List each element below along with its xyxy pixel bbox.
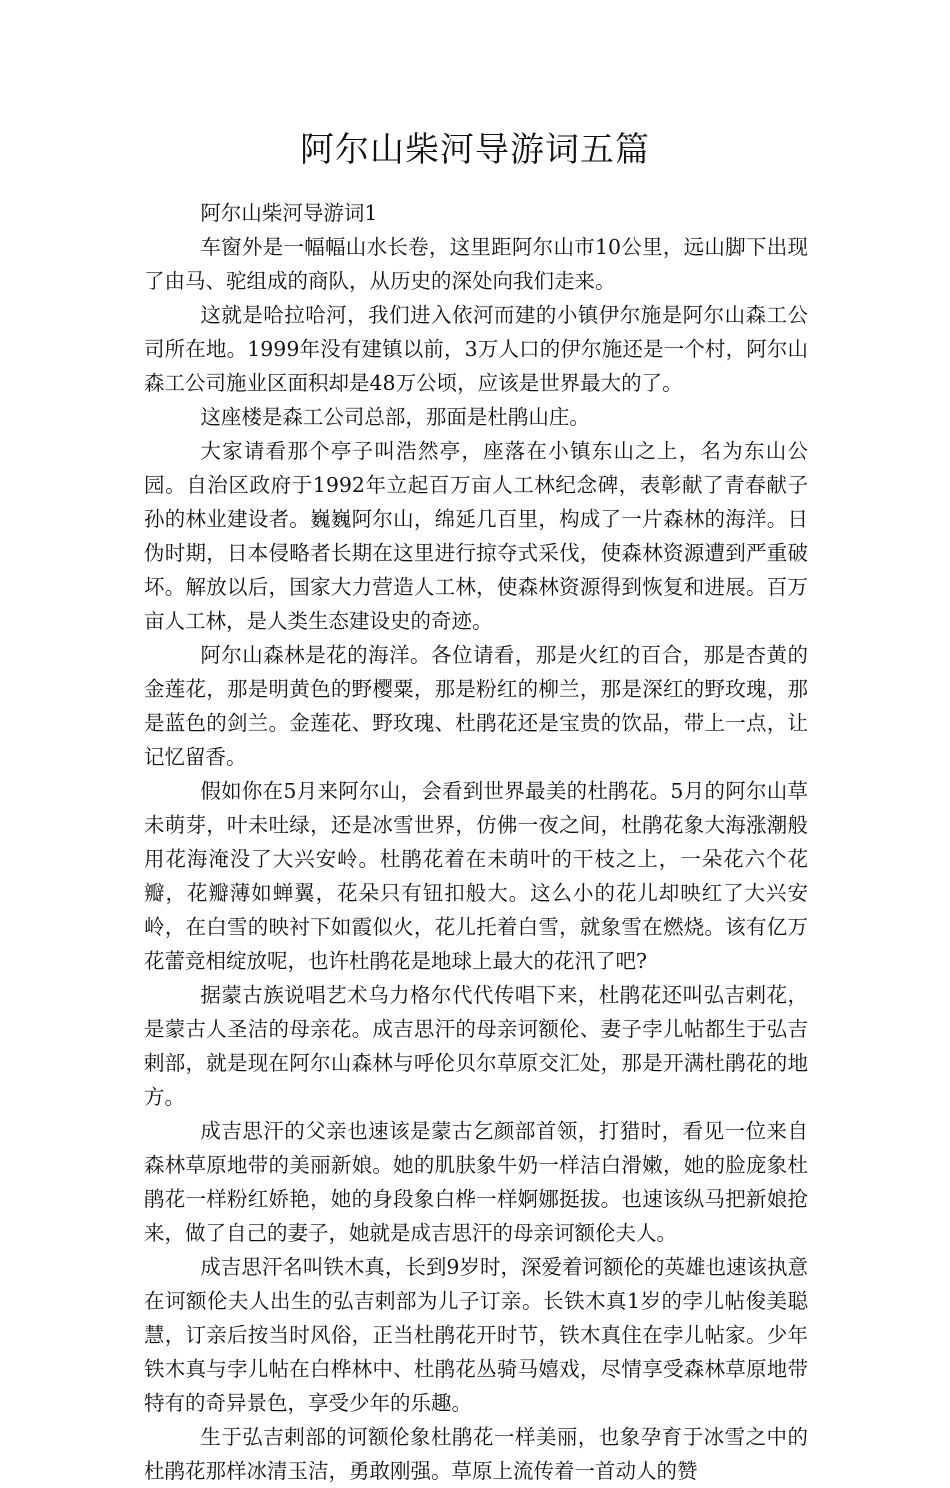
paragraph-8: 成吉思汗的父亲也速该是蒙古乞颜部首领，打猎时，看见一位来自森林草原地带的美丽新娘。她的肌肤象牛奶一样洁白滑嫩，她的脸庞象杜鹃花一样粉红娇艳，她的身段象白桦一样婀娜挺拔。也速该纵马把新娘抢来，做了自己的妻子，她就是成吉思汗的母亲诃额伦夫人。 [144,1119,808,1245]
paragraph-4: 大家请看那个亭子叫浩然亭，座落在小镇东山之上，名为东山公园。自治区政府于1992年立起百万亩人工林纪念碑，表彰献了青春献子孙的林业建设者。巍巍阿尔山，绵延几百里，构成了一片森林的海洋。日伪时期，日本侵略者长期在这里进行掠夺式采伐，使森林资源遭到严重破坏。解放以后，国家大力营造人工林，使森林资源得到恢复和进展。百万亩人工林，是人类生态建设史的奇迹。 [144,439,808,633]
paragraph-5: 阿尔山森林是花的海洋。各位请看，那是火红的百合，那是杏黄的金莲花，那是明黄色的野樱粟，那是粉红的柳兰，那是深红的野玫瑰，那是蓝色的剑兰。金莲花、野玫瑰、杜鹃花还是宝贵的饮品，带上一点，让记忆留香。 [144,643,808,769]
paragraph-2: 这就是哈拉哈河，我们进入依河而建的小镇伊尔施是阿尔山森工公司所在地。1999年没有建镇以前，3万人口的伊尔施还是一个村，阿尔山森工公司施业区面积却是48万公顷，应该是世界最大的了。 [144,303,808,395]
page-title: 阿尔山柴河导游词五篇 [300,130,650,170]
paragraph-3: 这座楼是森工公司总部，那面是杜鹃山庄。 [200,405,590,429]
section-heading: 阿尔山柴河导游词1 [200,201,378,225]
paragraph-10: 生于弘吉剌部的诃额伦象杜鹃花一样美丽，也象孕育于冰雪之中的杜鹃花那样冰清玉洁，勇敢刚强。草原上流传着一首动人的赞 [144,1425,808,1483]
paragraph-1: 车窗外是一幅幅山水长卷，这里距阿尔山市10公里，远山脚下出现了由马、驼组成的商队，从历史的深处向我们走来。 [144,235,808,293]
paragraph-9: 成吉思汗名叫铁木真，长到9岁时，深爱着诃额伦的英雄也速该执意在诃额伦夫人出生的弘吉剌部为儿子订亲。长铁木真1岁的孛儿帖俊美聪慧，订亲后按当时风俗，正当杜鹃花开时节，铁木真住在孛儿帖家。少年铁木真与孛儿帖在白桦林中、杜鹃花丛骑马嬉戏，尽情享受森林草原地带特有的奇异景色，享受少年的乐趣。 [144,1255,808,1415]
document-body [144,196,808,1488]
paragraph-6: 假如你在5月来阿尔山，会看到世界最美的杜鹃花。5月的阿尔山草未萌芽，叶未吐绿，还是冰雪世界，仿佛一夜之间，杜鹃花象大海涨潮般用花海淹没了大兴安岭。杜鹃花着在未萌叶的干枝之上，一朵花六个花瓣，花瓣薄如蝉翼，花朵只有钮扣般大。这么小的花儿却映红了大兴安岭，在白雪的映衬下如霞似火，花儿托着白雪，就象雪在燃烧。该有亿万花蕾竞相绽放呢，也许杜鹃花是地球上最大的花汛了吧? [144,779,808,973]
paragraph-7: 据蒙古族说唱艺术乌力格尔代代传唱下来，杜鹃花还叫弘吉剌花，是蒙古人圣洁的母亲花。成吉思汗的母亲诃额伦、妻子孛儿帖都生于弘吉剌部，就是现在阿尔山森林与呼伦贝尔草原交汇处，那是开满杜鹃花的地方。 [144,983,808,1109]
